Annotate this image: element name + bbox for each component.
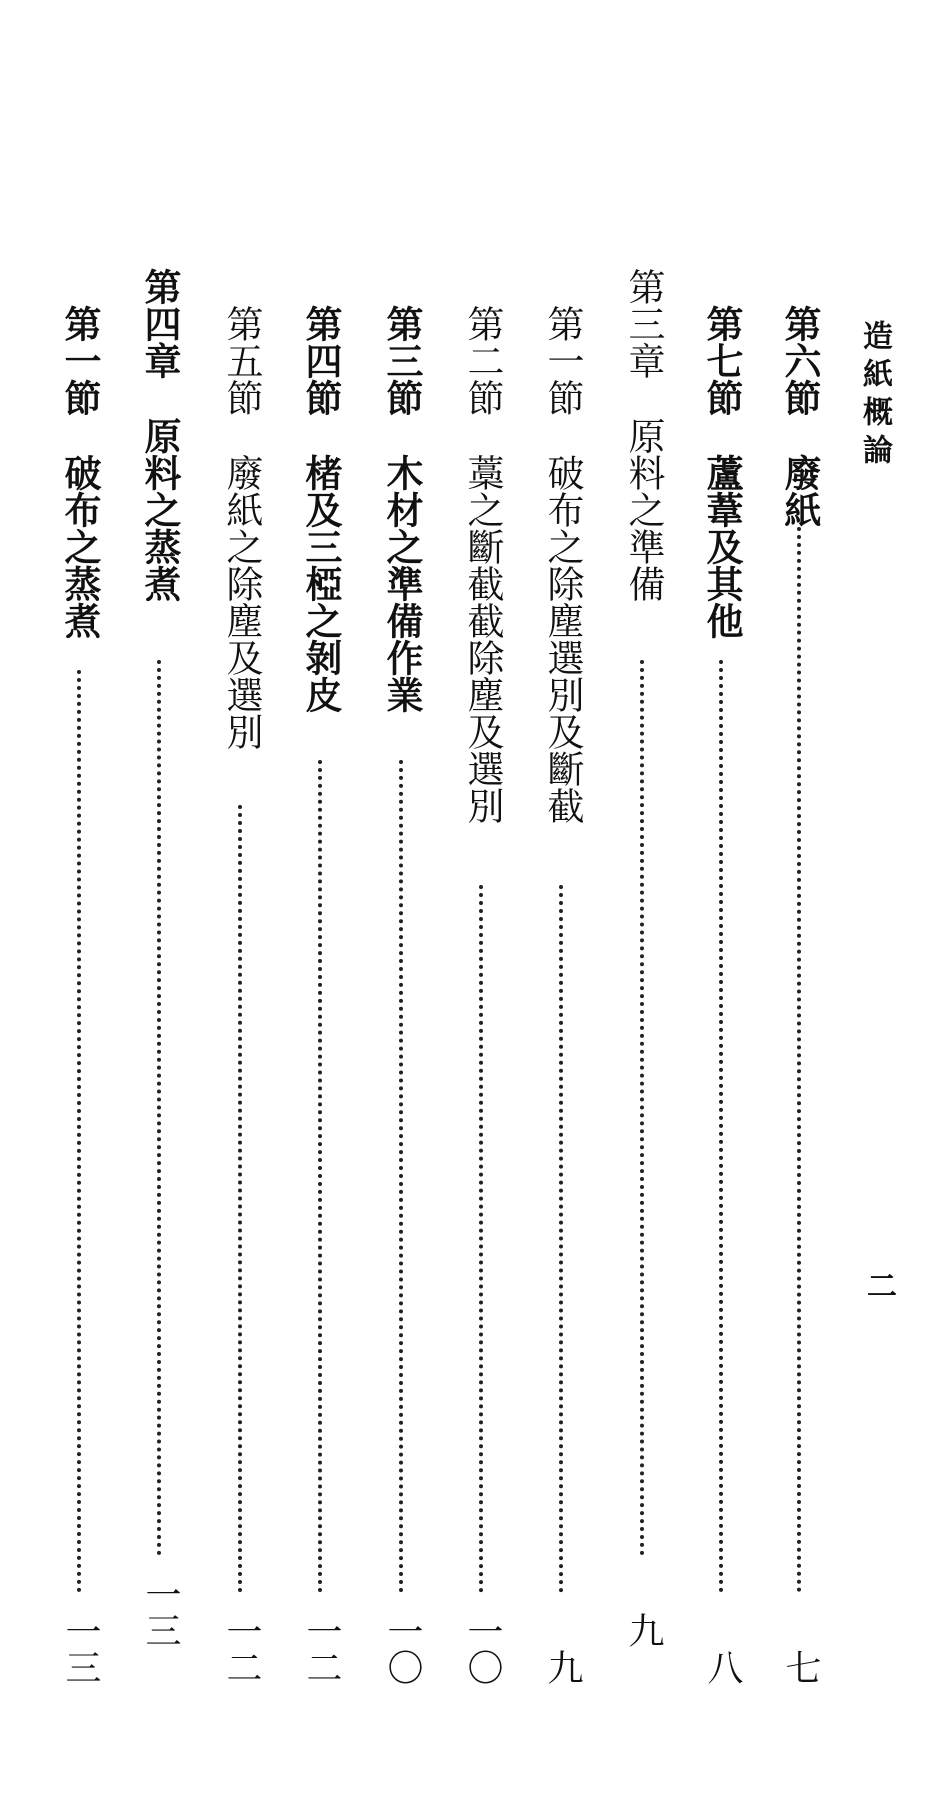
toc-entry[interactable] — [778, 305, 822, 1685]
toc-page: 一〇 — [462, 1613, 503, 1685]
toc-page: 一三 — [60, 1613, 101, 1685]
dot-leader — [559, 885, 563, 1593]
toc-section: 第二節 — [461, 305, 504, 416]
book-title: 造紙概論 — [857, 320, 892, 472]
dot-leader — [77, 670, 81, 1593]
toc-section: 第一節 — [58, 305, 102, 416]
toc-section: 第四章 — [138, 268, 182, 379]
dot-leader — [479, 885, 483, 1593]
toc-entry[interactable] — [219, 305, 263, 1685]
toc-page: 九 — [623, 1612, 664, 1648]
toc-page: 九 — [542, 1649, 583, 1685]
toc-title: 破布之蒸煮 — [58, 454, 102, 639]
toc-title: 廢紙 — [778, 454, 822, 528]
toc-title: 原料之蒸煮 — [138, 417, 182, 602]
toc-entry[interactable] — [700, 305, 744, 1685]
toc-entry-chapter[interactable] — [138, 268, 182, 1648]
toc-page: 一二 — [301, 1613, 342, 1685]
toc-section: 第四節 — [299, 305, 343, 416]
toc-section: 第六節 — [778, 305, 822, 416]
toc-entry[interactable] — [58, 305, 102, 1685]
toc-entry[interactable] — [540, 305, 584, 1685]
toc-page: 八 — [702, 1649, 743, 1685]
toc-page: 七 — [780, 1649, 821, 1685]
dot-leader — [318, 760, 322, 1593]
toc-title: 木材之準備作業 — [380, 454, 424, 713]
toc-section: 第七節 — [700, 305, 744, 416]
dot-leader — [719, 660, 723, 1593]
toc-title: 破布之除塵選別及斷截 — [541, 454, 584, 824]
toc-section: 第五節 — [220, 305, 263, 416]
toc-section: 第三節 — [380, 305, 424, 416]
toc-entry-chapter[interactable] — [621, 268, 665, 1648]
dot-leader — [157, 660, 161, 1556]
page-number: 二 — [861, 1270, 896, 1308]
toc-section: 第一節 — [541, 305, 584, 416]
toc-title: 藁之斷截截除塵及選別 — [461, 454, 504, 824]
toc-title: 原料之準備 — [622, 417, 665, 602]
toc-entry[interactable] — [380, 305, 424, 1685]
toc-title: 楮及三椏之剝皮 — [299, 454, 343, 713]
toc-page: 一〇 — [382, 1613, 423, 1685]
toc-title: 蘆葦及其他 — [700, 454, 744, 639]
toc-page: 一二 — [221, 1613, 262, 1685]
dot-leader — [797, 527, 801, 1593]
toc-section: 第三章 — [622, 268, 665, 379]
dot-leader — [399, 760, 403, 1593]
toc-entry[interactable] — [460, 305, 504, 1685]
toc-title: 廢紙之除塵及選別 — [220, 454, 263, 750]
toc-entry[interactable] — [299, 305, 343, 1685]
dot-leader — [640, 660, 644, 1556]
toc-page: 一三 — [140, 1576, 181, 1648]
dot-leader — [238, 805, 242, 1593]
